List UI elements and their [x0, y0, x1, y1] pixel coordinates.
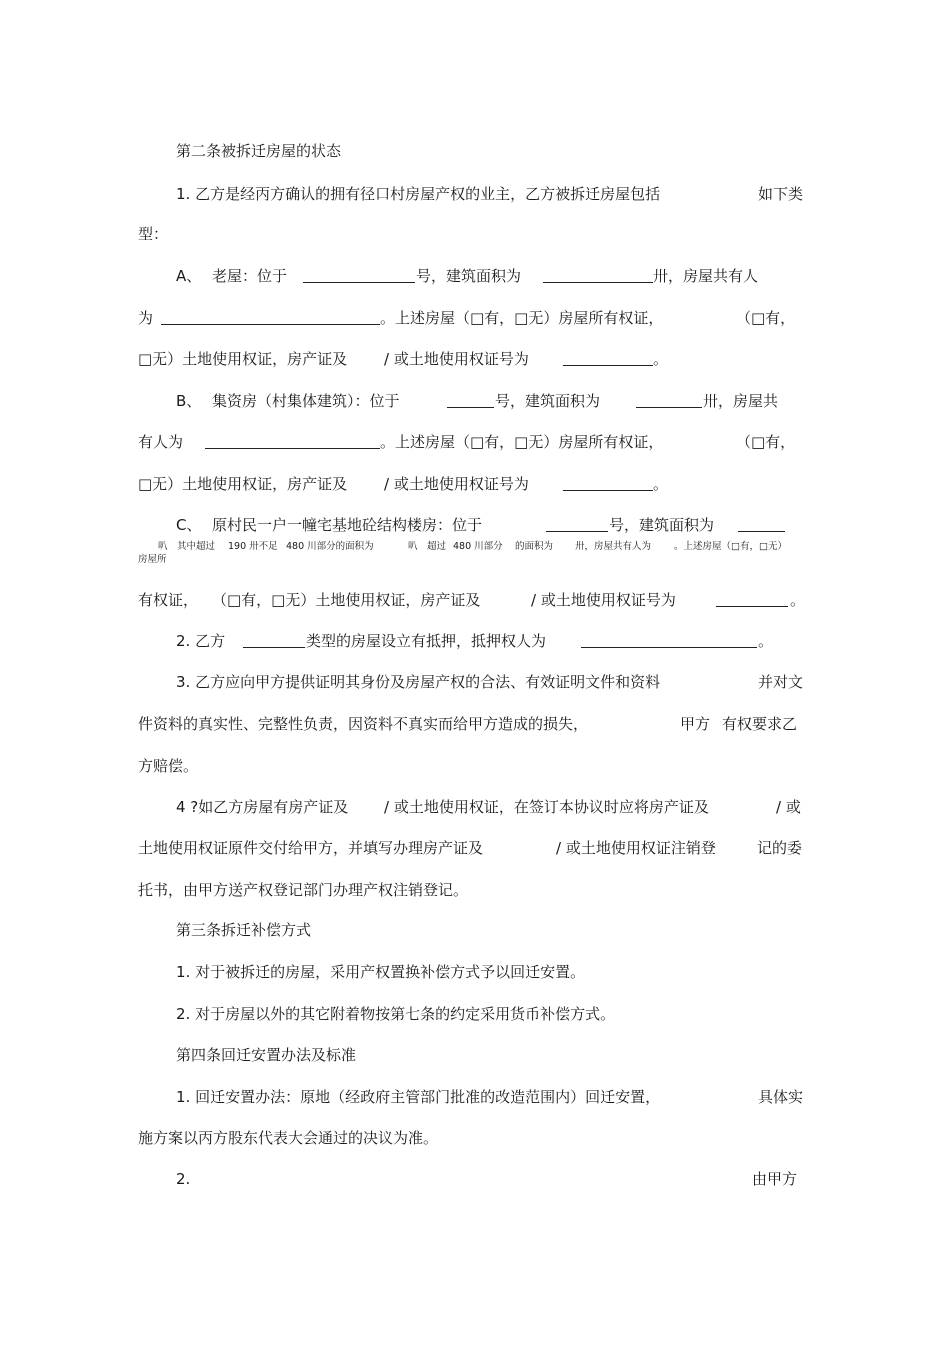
- item-c-text: 号，建筑面积为: [609, 516, 715, 534]
- small-text: 480 川部分的面积为: [286, 541, 374, 552]
- art2-p2-text: 类型的房屋设立有抵押，抵押权人为: [306, 632, 547, 650]
- item-a-line2: [0, 303, 950, 333]
- small-text: 超过: [427, 541, 447, 552]
- art2-p3-line1: [0, 667, 950, 697]
- art2-p4-text: 托书，由甲方送产权登记部门办理产权注销登记。: [138, 881, 469, 899]
- item-b-line2: [0, 427, 950, 457]
- small-text: 叭: [158, 541, 168, 552]
- item-c-line3: [0, 585, 950, 615]
- small-text: 卅，房屋共有人为: [575, 541, 652, 552]
- item-a-text: 。: [653, 350, 669, 368]
- item-a-text: 卅，房屋共有人: [653, 267, 759, 285]
- article-3-heading: 第三条拆迁补偿方式: [176, 921, 312, 939]
- art2-p4-text: / 或: [776, 798, 801, 816]
- art4-p1-line2: [0, 1123, 950, 1153]
- blank-field[interactable]: [243, 647, 305, 648]
- art4-p1-line1: [0, 1082, 950, 1112]
- item-c-text: 有权证，: [138, 591, 199, 609]
- blank-field[interactable]: [161, 324, 380, 325]
- art2-p4-text: 记的委: [757, 839, 803, 857]
- item-b-text: □无）土地使用权证，房产证及: [138, 475, 348, 493]
- blank-field[interactable]: [716, 606, 788, 607]
- art2-p2-text: 2. 乙方: [176, 632, 226, 650]
- item-b-text: 。: [653, 475, 669, 493]
- article-2-heading-line: [0, 136, 950, 166]
- item-b-label: B、: [176, 392, 202, 410]
- blank-field[interactable]: [303, 282, 415, 283]
- item-c-label: C、: [176, 516, 202, 534]
- art4-p1-text: 具体实: [758, 1088, 804, 1106]
- small-text: 480 川部分: [453, 541, 503, 552]
- blank-field[interactable]: [581, 647, 757, 648]
- blank-field[interactable]: [563, 365, 653, 366]
- blank-field[interactable]: [447, 407, 494, 408]
- art3-p1-line: [0, 957, 950, 987]
- art2-p1-line1: [0, 179, 950, 209]
- art2-p1-text: 1. 乙方是经丙方确认的拥有径口村房屋产权的业主，乙方被拆迁房屋包括: [176, 185, 661, 203]
- art2-p3-text: 并对文: [758, 673, 804, 691]
- article-2-heading: 第二条被拆迁房屋的状态: [176, 142, 342, 160]
- item-a-text: 为: [138, 309, 154, 327]
- item-b-text: 集资房（村集体建筑）：位于: [212, 392, 400, 410]
- item-a-line1: [0, 261, 950, 291]
- item-a-text: / 或土地使用权证号为: [384, 350, 529, 368]
- art2-p3-text: 件资料的真实性、完整性负责，因资料不真实而给甲方造成的损失，: [138, 715, 589, 733]
- art2-p4-text: 4 ?如乙方房屋有房产证及: [176, 798, 349, 816]
- blank-field[interactable]: [546, 531, 608, 532]
- item-a-label: A、: [176, 267, 202, 285]
- art4-p1-text: 施方案以丙方股东代表大会通过的决议为准。: [138, 1129, 439, 1147]
- item-b-text: （□有，: [736, 433, 796, 451]
- item-c-text: 原村民一户一幢宅基地砼结构楼房：位于: [212, 516, 483, 534]
- art2-p3-text: 甲方: [680, 715, 711, 733]
- item-c-text: / 或土地使用权证号为: [531, 591, 676, 609]
- art4-p2-text: 2.: [176, 1170, 191, 1188]
- small-text: 190 卅不足: [228, 541, 278, 552]
- item-c-small-line2: [0, 553, 950, 567]
- art2-p3-text: 有权要求乙: [722, 715, 798, 733]
- art4-p1-text: 1. 回迁安置办法：原地（经政府主管部门批准的改造范围内）回迁安置，: [176, 1088, 661, 1106]
- small-text: 。上述房屋（□有，□无）: [674, 541, 787, 552]
- item-a-text: 老屋：位于: [212, 267, 288, 285]
- item-a-text: 。上述房屋（□有，□无）房屋所有权证，: [380, 309, 664, 327]
- small-text: 的面积为: [515, 541, 554, 552]
- art3-p1-text: 1. 对于被拆迁的房屋，采用产权置换补偿方式予以回迁安置。: [176, 963, 586, 981]
- art2-p4-text: 土地使用权证原件交付给甲方，并填写办理房产证及: [138, 839, 484, 857]
- blank-field[interactable]: [205, 448, 380, 449]
- small-text: 叭: [408, 541, 418, 552]
- art3-p2-line: [0, 999, 950, 1029]
- blank-field[interactable]: [636, 407, 702, 408]
- blank-field[interactable]: [543, 282, 653, 283]
- art2-p1-line2: [0, 219, 950, 249]
- art4-p2-text: 由甲方: [752, 1170, 798, 1188]
- art2-p3-line2: [0, 709, 950, 739]
- art2-p4-text: / 或土地使用权证注销登: [556, 839, 716, 857]
- item-a-text: （□有，: [736, 309, 796, 327]
- art2-p1-text: 如下类: [758, 185, 804, 203]
- article-4-heading: 第四条回迁安置办法及标准: [176, 1046, 357, 1064]
- art2-p3-text: 3. 乙方应向甲方提供证明其身份及房屋产权的合法、有效证明文件和资料: [176, 673, 661, 691]
- item-a-text: 号，建筑面积为: [416, 267, 522, 285]
- item-c-text: （□有，□无）土地使用权证，房产证及: [212, 591, 481, 609]
- art2-p1-text: 型：: [138, 225, 169, 243]
- art2-p4-line2: [0, 833, 950, 863]
- item-c-small-line1: [0, 540, 950, 554]
- art2-p2-line: [0, 626, 950, 656]
- art2-p4-text: / 或土地使用权证，在签订本协议时应将房产证及: [384, 798, 709, 816]
- small-text: 其中超过: [177, 541, 216, 552]
- art2-p4-line3: [0, 875, 950, 905]
- blank-field[interactable]: [738, 531, 785, 532]
- art2-p4-line1: [0, 792, 950, 822]
- item-c-text: 。: [790, 591, 806, 609]
- item-b-text: 卅，房屋共: [703, 392, 779, 410]
- item-b-text: 。上述房屋（□有，□无）房屋所有权证，: [380, 433, 664, 451]
- small-text: 房屋所: [138, 554, 167, 565]
- item-a-text: □无）土地使用权证，房产证及: [138, 350, 348, 368]
- item-b-text: 号，建筑面积为: [495, 392, 601, 410]
- art3-p2-text: 2. 对于房屋以外的其它附着物按第七条的约定采用货币补偿方式。: [176, 1005, 616, 1023]
- art2-p3-text: 方赔偿。: [138, 757, 199, 775]
- art2-p3-line3: [0, 751, 950, 781]
- art4-p2-line: [0, 1164, 950, 1194]
- blank-field[interactable]: [563, 490, 653, 491]
- item-b-text: / 或土地使用权证号为: [384, 475, 529, 493]
- item-b-line1: [0, 386, 950, 416]
- item-a-line3: [0, 344, 950, 374]
- item-b-text: 有人为: [138, 433, 184, 451]
- article-3-heading-line: [0, 915, 950, 945]
- item-c-line1: [0, 510, 950, 540]
- item-b-line3: [0, 469, 950, 499]
- article-4-heading-line: [0, 1040, 950, 1070]
- art2-p2-text: 。: [758, 632, 774, 650]
